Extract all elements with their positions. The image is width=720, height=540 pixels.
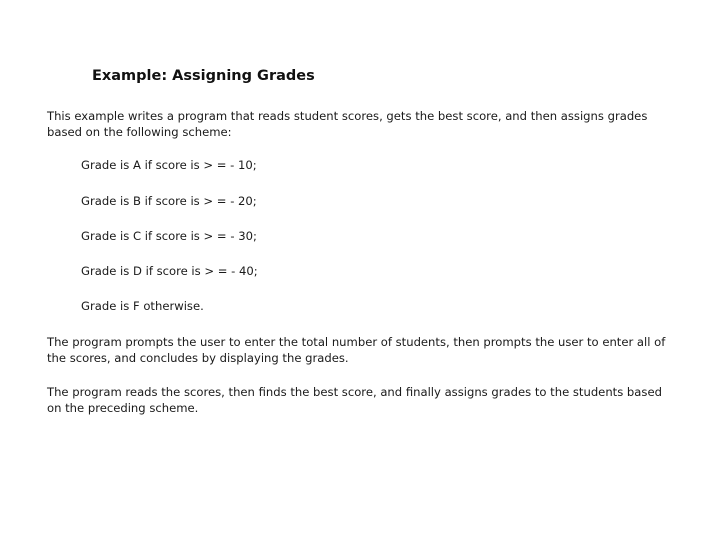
grade-rule-a: Grade is A if score is > = - 10;	[81, 158, 257, 172]
grade-rule-c: Grade is C if score is > = - 30;	[81, 229, 257, 243]
page-title: Example: Assigning Grades	[92, 68, 315, 84]
program-prompt-paragraph: The program prompts the user to enter the total number of students, then prompts the user to enter all of the scores, and concludes by displaying the grades.	[47, 335, 666, 365]
grade-rule-d: Grade is D if score is > = - 40;	[81, 264, 258, 278]
grade-rule-b: Grade is B if score is > = - 20;	[81, 194, 257, 208]
intro-paragraph: This example writes a program that reads student scores, gets the best score, and then assigns grades based on the following scheme:	[47, 109, 648, 139]
program-process-paragraph: The program reads the scores, then finds the best score, and finally assigns grades to the students based on the preceding scheme.	[47, 385, 662, 415]
grade-rule-f: Grade is F otherwise.	[81, 299, 204, 313]
